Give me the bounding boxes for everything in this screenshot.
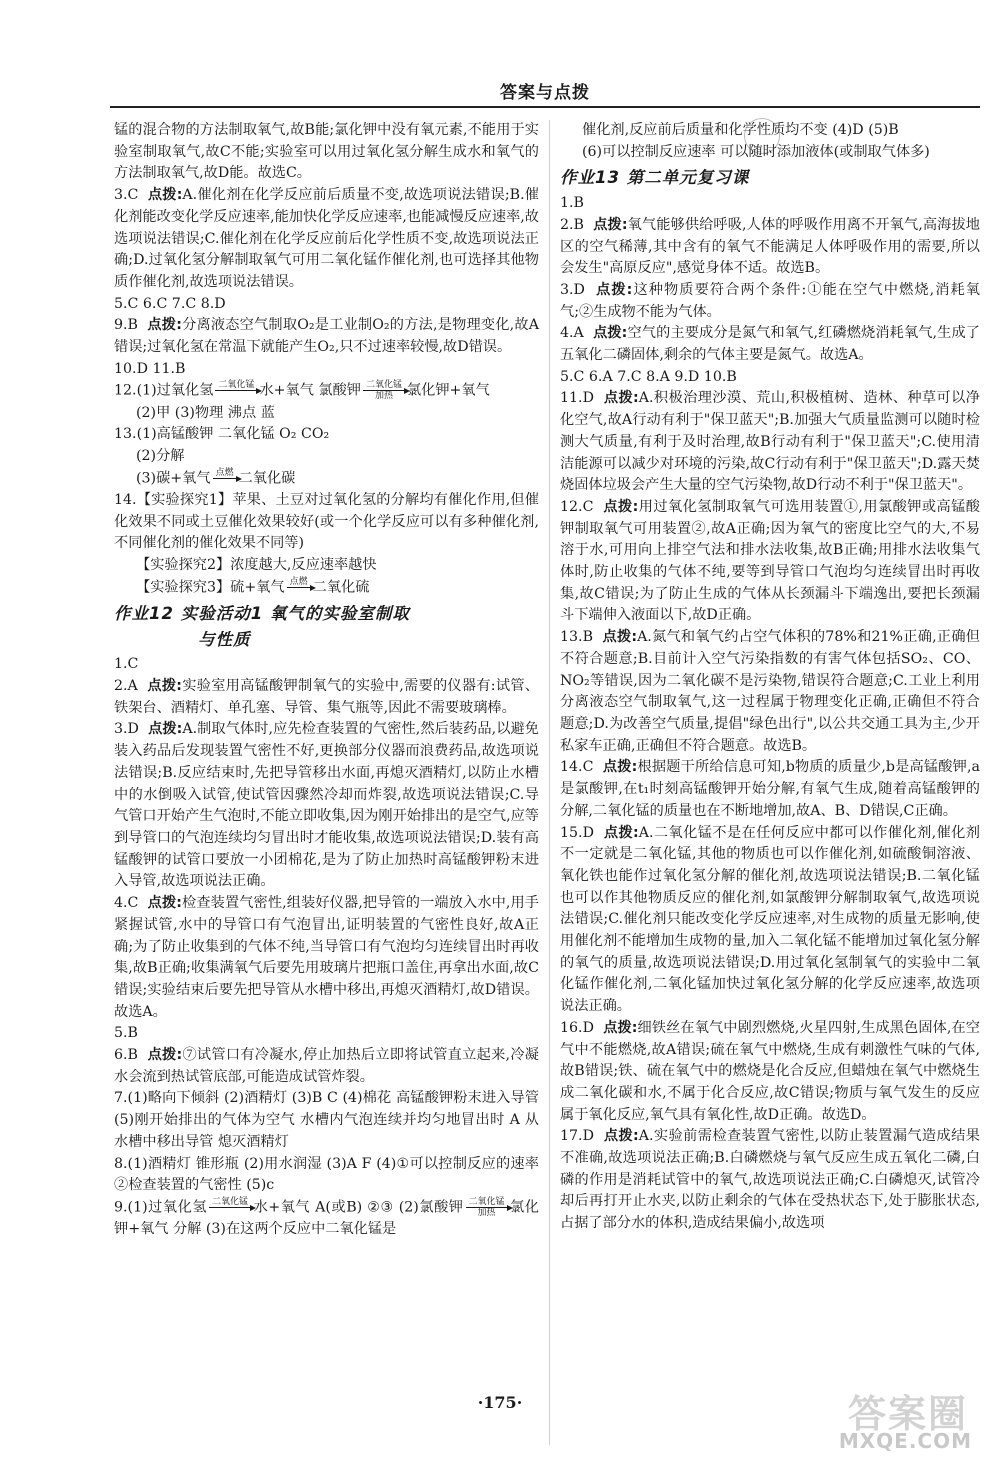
answer-4 <box>114 893 539 1023</box>
answer-number: 2.B <box>560 216 584 233</box>
hint-text: 这种物质要符合两个条件:①能在空气中燃烧,消耗氧气;②生成物不能为气体。 <box>560 281 980 320</box>
answer-continuation-right-2: (6)可以控制反应速率 可以随时添加液体(或制取气体多) <box>582 143 930 160</box>
reaction-condition: 点燃 <box>287 577 311 588</box>
reaction-condition-below: 加热 <box>477 1207 496 1218</box>
answer-12-line2: (2)甲 (3)物理 沸点 蓝 <box>136 404 275 421</box>
answer-5-8: 5.C 6.C 7.C 8.D <box>114 295 226 312</box>
reaction-arrow <box>215 380 257 401</box>
reaction-condition: 二氧化锰 <box>363 380 405 391</box>
reaction-condition-below: 加热 <box>374 391 393 402</box>
hint-label: 点拨: <box>147 1047 183 1064</box>
reaction-arrow <box>209 1197 251 1218</box>
answer-13: 13.(1)高锰酸钾 二氧化锰 O₂ CO₂ <box>114 426 330 443</box>
hint-text: 用过氧化氢制取氧气可选用装置①,用氯酸钾或高锰酸钾制取氧气可用装置②,故A正确;因为氧气的密度比空气的大,不易溶于水,可用向上排空气法和排水法收集,故B正确;用排水法收集气体时,防止收集的气体不纯,要等到导管口气泡均匀连续冒出时再收集,故C错误;为了防止生成的气体从长颈漏斗下端逸出,要把长颈漏斗下端伸入液面以下,故D正确。 <box>560 498 980 624</box>
answer-r16 <box>560 1018 980 1127</box>
watermark-logo: 答案圈 <box>847 1392 968 1436</box>
equation-part: 水+氧气 A(或B) ②③ (2)氯酸钾 <box>253 1199 464 1216</box>
answer-number: 14.C <box>560 759 594 776</box>
hint-label: 点拨: <box>148 721 183 738</box>
answer-continuation-right: 催化剂,反应前后质量和化学性质均不变 (4)D (5)B <box>582 122 899 138</box>
equation-part: 水+氧气 氯酸钾 <box>259 382 361 399</box>
reaction-arrow <box>466 1197 508 1218</box>
answer-r14 <box>560 757 980 822</box>
equation-part: 氯化钾+氧气 <box>406 382 490 399</box>
answer-number: 12.C <box>560 498 594 515</box>
hint-text: 实验室用高锰酸钾制氧气的实验中,需要的仪器有:试管、铁架台、酒精灯、单孔塞、导管、集气瓶等,因此不需要玻璃棒。 <box>114 678 539 716</box>
answer-number: 3.D <box>560 281 585 298</box>
answer-r1: 1.B <box>560 195 584 212</box>
answer-number: 16.D <box>560 1019 594 1036</box>
hint-label: 点拨: <box>602 629 638 646</box>
answer-5: 5.B <box>114 1025 138 1042</box>
answer-number: 13.B <box>560 629 593 646</box>
answer-r17 <box>560 1126 980 1235</box>
watermark <box>772 1383 972 1453</box>
answer-number: 3.C <box>114 187 139 204</box>
hint-label: 点拨: <box>147 317 182 334</box>
answer-number: 2.A <box>114 678 138 695</box>
hint-text: A.催化剂在化学反应前后质量不变,故选项说法错误;B.催化剂能改变化学反应速率,能加快化学反应速率,也能减慢反应速率,故选项说法错误;C.催化剂在化学反应前后化学性质不变,故选项说法正确;D.过氧化氢分解制取氧气可用二氧化锰作催化剂,也可选择其他物质作催化剂,故选项说法错误。 <box>114 187 539 290</box>
hint-label: 点拨: <box>603 498 639 515</box>
equation-part: (3)碳+氧气 <box>136 470 211 487</box>
reaction-condition: 二氧化锰 <box>209 1197 251 1208</box>
reaction-condition: 点燃 <box>213 468 237 479</box>
hint-text: 空气的主要成分是氮气和氧气,红磷燃烧消耗氧气,生成了五氧化二磷固体,剩余的气体主要是氮气。故选A。 <box>560 325 980 364</box>
hint-label: 点拨: <box>147 678 182 695</box>
answer-3b <box>114 719 539 893</box>
answer-12 <box>114 380 539 402</box>
hint-text: 分离液态空气制取O₂是工业制O₂的方法,是物理变化,故A错误;过氧化氢在常温下就能产生O₂,只不过速率较慢,故D错误。 <box>114 317 539 356</box>
hint-text: 根据题干所给信息可知,b物质的质量少,b是高锰酸钾,a是氯酸钾,在t₁时刻高锰酸钾开始分解,有氧气生成,随着高锰酸钾的分解,二氧化锰的质量也在不断地增加,故A、B、D错误,C正确。 <box>560 759 980 819</box>
answer-r5-10: 5.C 6.A 7.C 8.A 9.D 10.B <box>560 368 737 385</box>
equation-part: 二氧化硫 <box>312 579 370 596</box>
hint-label: 点拨: <box>596 281 633 298</box>
section-title-13: 作业13 第二单元复习课 <box>560 168 750 188</box>
hint-text: 检查装置气密性,组装好仪器,把导管的一端放入水中,用手紧握试管,水中的导管口有气泡冒出,证明装置的气密性良好,故A正确;为了防止收集到的气体不纯,当导管口有气泡均匀连续冒出时再收集,故B正确;收集满氧气后要先用玻璃片把瓶口盖住,再拿出水面,故C错误;实验结束后要先把导管从水槽中移出,再熄灭酒精灯,故D错误。故选A。 <box>114 895 539 1020</box>
equation-part: 氯化钾+氧气 分解 (3)在这两个反应中二氧化锰是 <box>114 1199 539 1238</box>
answer-r15 <box>560 823 980 1018</box>
hint-text: A.氮气和氧气约占空气体积的78%和21%正确,正确但不符合题意;B.目前计入空气污染指数的有害气体包括SO₂、CO、NO₂等错误,因为二氧化碳不是污染物,错误符合题意;C.工业上利用分离液态空气制取氧气,这一过程属于物理变化正确,正确但不符合题意;D.为改善空气质量,提倡"绿色出行",以公共交通工具为主,少开私家车正确,正确但不符合题意。故选B。 <box>560 629 980 754</box>
section-title-12: 作业12 实验活动1 氧气的实验室制取 <box>114 603 410 623</box>
answer-number: 9.B <box>114 317 138 334</box>
answer-8: 8.(1)酒精灯 锥形瓶 (2)用水润湿 (3)A F (4)①可以控制反应的速率 ②检查装置的气密性 (5)c <box>114 1155 539 1194</box>
page-number: ·175· <box>477 1393 523 1412</box>
answer-13-line2: (2)分解 <box>136 448 185 465</box>
hint-label: 点拨: <box>603 1128 639 1145</box>
answer-r12 <box>560 497 980 627</box>
hint-label: 点拨: <box>593 216 628 233</box>
answer-2 <box>114 676 539 719</box>
reaction-arrow <box>213 468 237 489</box>
equation-part: 9.(1)过氧化氢 <box>114 1199 208 1216</box>
header-title: 答案与点拨 <box>500 83 590 103</box>
answer-14: 14.【实验探究1】苹果、土豆对过氧化氢的分解均有催化作用,但催化效果不同或土豆催化效果较好(或一个化学反应可以有多种催化剂,不同催化剂的催化效果不同等) <box>114 491 539 552</box>
answer-number: 11.D <box>560 390 594 407</box>
answer-6 <box>114 1045 539 1088</box>
hint-label: 点拨: <box>147 895 182 912</box>
answer-number: 4.A <box>560 325 584 342</box>
section-subtitle-12: 与性质 <box>198 629 251 649</box>
hint-text: A.制取气体时,应先检查装置的气密性,然后装药品,以避免装入药品后发现装置气密性不好,更换部分仪器而浪费药品,故选项说法错误;B.反应结束时,先把导管移出水面,再熄灭酒精灯,以防止水槽中的水倒吸入试管,使试管因骤然冷却而炸裂,故选项说法错误;C.导气管口开始产生气泡时,不能立即收集,因为刚开始排出的是空气,应等到导管口的气泡连续均匀冒出时才能收集,故选项说法错误;D.装有高锰酸钾的试管口要放一小团棉花,是为了防止加热时高锰酸钾粉末进入导管,故选项说法正确。 <box>114 721 539 890</box>
equation-part: 二氧化碳 <box>238 470 296 487</box>
hint-label: 点拨: <box>603 390 639 407</box>
page-header <box>110 78 980 108</box>
column-divider <box>549 120 550 1445</box>
answer-7: 7.(1)略向下倾斜 (2)酒精灯 (3)B C (4)棉花 高锰酸钾粉末进入导管 (5)刚开始排出的气体为空气 水槽内气泡连续并均匀地冒出时 A 从水槽中移出导管 熄灭酒精灯 <box>114 1090 539 1150</box>
hint-text: ⑦试管口有冷凝水,停止加热后立即将试管直立起来,冷凝水会流到热试管底部,可能造成试管炸裂。 <box>114 1047 539 1085</box>
answer-1: 1.C <box>114 656 139 673</box>
answer-9b <box>114 1197 539 1241</box>
reaction-arrow <box>363 380 405 401</box>
answer-3 <box>114 185 539 294</box>
watermark-site: MXQE.COM <box>838 1429 972 1453</box>
answer-14-line2: 【实验探究2】浓度越大,反应速率越快 <box>136 557 377 574</box>
right-column <box>560 120 980 1235</box>
answer-number: 6.B <box>114 1047 138 1064</box>
answer-continuation: 锰的混合物的方法制取氧气,故B能;氯化钾中没有氧元素,不能用于实验室制取氧气,故C不能;实验室可以用过氧化氢分解生成水和氧气的方法制取氧气,故D能。故选C。 <box>114 122 539 182</box>
answer-14-line3 <box>114 577 539 599</box>
equation-part: 【实验探究3】硫+氧气 <box>136 579 285 596</box>
hint-label: 点拨: <box>147 187 183 204</box>
answer-10-11: 10.D 11.B <box>114 360 186 377</box>
answer-number: 17.D <box>560 1128 594 1145</box>
hint-text: A.实验前需检查装置气密性,以防止装置漏气造成结果不准确,故选项说法正确;B.白磷燃烧与氧气反应生成五氧化二磷,白磷的作用是消耗试管中的氧气,故选项说法正确;C.白磷熄灭,试管冷却后再打开止水夹,以防止剩余的气体在受热状态下,处于膨胀状态,占据了部分水的体积,造成结果偏小,故选项 <box>560 1128 980 1232</box>
hint-label: 点拨: <box>593 325 628 342</box>
answer-r4 <box>560 323 980 366</box>
answer-9 <box>114 315 539 358</box>
answer-13-line3 <box>114 468 539 490</box>
answer-r11 <box>560 388 980 497</box>
answer-r2 <box>560 215 980 280</box>
reaction-condition: 二氧化锰 <box>466 1197 508 1208</box>
hint-label: 点拨: <box>602 759 638 776</box>
answer-number: 15.D <box>560 824 594 841</box>
hint-text: A.积极治理沙漠、荒山,积极植树、造林、种草可以净化空气,故A行动有利于"保卫蓝天";B.加强大气质量监测可以随时检测大气质量,有利于及时治理,故B行动有利于"保卫蓝天";C.使用清洁能源可以减少对环境的污染,故C行动有利于"保卫蓝天";D.露天焚烧固体垃圾会产生大量的空气污染物,故D行动不利于"保卫蓝天"。 <box>560 390 980 494</box>
hint-label: 点拨: <box>603 1019 638 1036</box>
reaction-condition: 二氧化锰 <box>215 380 257 391</box>
answer-r3 <box>560 280 980 323</box>
answer-r13 <box>560 627 980 757</box>
hint-label: 点拨: <box>603 824 639 841</box>
left-column <box>114 120 539 1241</box>
hint-text: 氧气能够供给呼吸,人体的呼吸作用离不开氧气,高海拔地区的空气稀薄,其中含有的氧气不能满足人体呼吸作用的需要,所以会发生"高原反应",感觉身体不适。故选B。 <box>560 216 980 277</box>
reaction-arrow <box>287 577 311 598</box>
equation-part: 12.(1)过氧化氢 <box>114 382 214 399</box>
answer-number: 3.D <box>114 721 139 738</box>
hint-text: 细铁丝在氧气中剧烈燃烧,火星四射,生成黑色固体,在空气中不能燃烧,故A错误;硫在氧气中燃烧,生成有刺激性气味的气体,故B错误;铁、硫在氧气中的燃烧是化合反应,但蜡烛在氧气中燃烧生成二氧化碳和水,不属于化合反应,故C错误;物质与氧气发生的反应属于氧化反应,氧气具有氧化性,故D正确。故选D。 <box>560 1019 980 1123</box>
hint-text: A.二氧化锰不是在任何反应中都可以作催化剂,催化剂不一定就是二氧化锰,其他的物质也可以作催化剂,如硫酸铜溶液、氧化铁也能作过氧化氢分解的催化剂,故选项说法错误;B.二氧化锰也可以作其他物质反应的催化剂,如氯酸钾分解制取氧气,故选项说法错误;C.催化剂只能改变化学反应速率,对生成物的质量无影响,使用催化剂不能增加生成物的量,加入二氧化锰不能增加过氧化氢分解的氧气的质量,故选项说法错误;D.用过氧化氢制氧气的实验中二氧化锰作催化剂,二氧化锰加快过氧化氢分解的化学反应速率,故选项说法正确。 <box>560 824 980 1015</box>
answer-number: 4.C <box>114 895 139 912</box>
